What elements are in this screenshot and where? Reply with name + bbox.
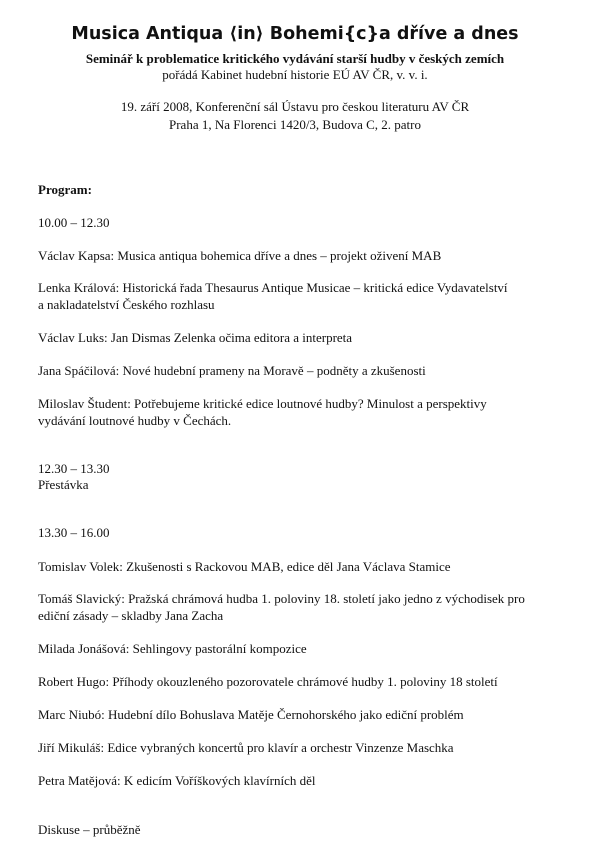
discussion-note: Diskuse – průběžně: [38, 822, 141, 837]
session-time-1: 10.00 – 12.30: [38, 215, 110, 230]
program-item: Jana Spáčilová: Nové hudební prameny na Moravě – podněty a zkušenosti: [38, 363, 426, 378]
document-subtitle: Seminář k problematice kritického vydávání starší hudby v českých zemích: [85, 51, 505, 66]
program-item-continued: vydávání loutnové hudby v Čechách.: [38, 413, 232, 428]
break-label: Přestávka: [38, 477, 89, 492]
program-item-continued: a nakladatelství Českého rozhlasu: [38, 297, 215, 312]
organizer-line: pořádá Kabinet hudební historie EÚ AV ČR, v. v. i.: [162, 67, 428, 82]
program-item: Milada Jonášová: Sehlingovy pastorální kompozice: [38, 641, 307, 656]
program-item: Lenka Králová: Historická řada Thesaurus Antique Musicae – kritická edice Vydavatelství: [38, 280, 508, 295]
program-item: Tomislav Volek: Zkušenosti s Rackovou MAB, edice děl Jana Václava Stamice: [38, 559, 451, 574]
date-venue-line: 19. září 2008, Konferenční sál Ústavu pro českou literaturu AV ČR: [120, 99, 470, 114]
document-title: Musica Antiqua ⟨in⟩ Bohemi{c}a dříve a dnes: [71, 24, 519, 44]
program-item-continued: ediční zásady – skladby Jana Zacha: [38, 608, 224, 623]
address-line: Praha 1, Na Florenci 1420/3, Budova C, 2. patro: [168, 117, 421, 132]
program-item: Jiří Mikuláš: Edice vybraných koncertů pro klavír a orchestr Vinzenze Maschka: [38, 740, 454, 755]
session-time-2: 13.30 – 16.00: [38, 525, 110, 540]
program-item: Robert Hugo: Příhody okouzleného pozorovatele chrámové hudby 1. poloviny 18 století: [38, 674, 498, 689]
program-item: Petra Matějová: K edicím Voříškových klavírních děl: [38, 773, 316, 788]
program-item: Marc Niubó: Hudební dílo Bohuslava Matěje Černohorského jako ediční problém: [38, 707, 464, 722]
program-item: Tomáš Slavický: Pražská chrámová hudba 1. poloviny 18. století jako jedno z východisek pro: [38, 591, 525, 606]
program-heading: Program:: [38, 182, 92, 197]
program-item: Václav Luks: Jan Dismas Zelenka očima editora a interpreta: [38, 330, 353, 345]
program-item: Václav Kapsa: Musica antiqua bohemica dříve a dnes – projekt oživení MAB: [38, 248, 442, 263]
program-item: Miloslav Študent: Potřebujeme kritické edice loutnové hudby? Minulost a perspektivy: [38, 396, 487, 411]
break-time: 12.30 – 13.30: [38, 461, 110, 476]
